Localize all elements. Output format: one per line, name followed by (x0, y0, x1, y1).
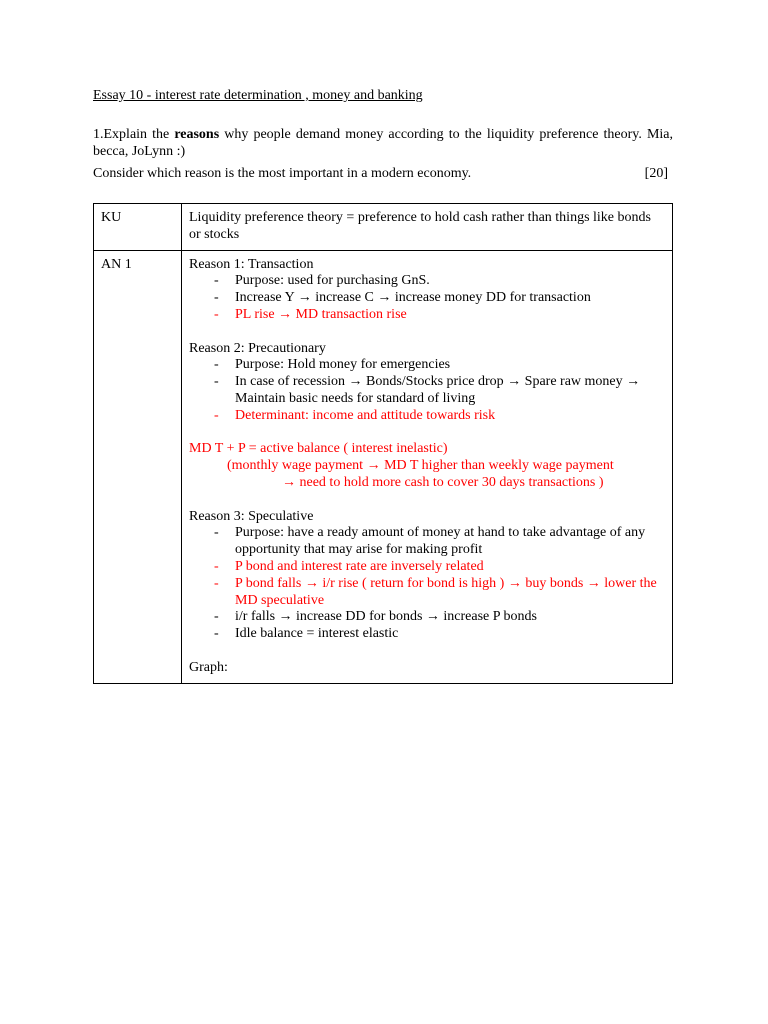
list-item: - Purpose: Hold money for emergencies (212, 357, 665, 374)
list-item: - P bond falls → i/r rise ( return for bond is high ) → buy bonds → lower the MD speculative (212, 576, 665, 610)
question-bold-word: reasons (174, 127, 220, 142)
reason3-bullets (189, 525, 665, 643)
list-item: - P bond and interest rate are inversely related (212, 559, 665, 576)
reason2-bullets (189, 357, 665, 424)
list-item: - Purpose: used for purchasing GnS. (212, 273, 665, 290)
graph-label: Graph: (189, 659, 228, 675)
active-balance-example: (monthly wage payment → MD T higher than weekly wage payment (227, 458, 614, 474)
list-item: - In case of recession → Bonds/Stocks price drop → Spare raw money → Maintain basic needs for standard of living (212, 374, 665, 408)
reason2-heading: Reason 2: Precautionary (189, 340, 326, 356)
reason1-heading: Reason 1: Transaction (189, 256, 314, 272)
list-item: - Idle balance = interest elastic (212, 626, 665, 643)
question-suffix: why people demand money according to the liquidity preference theory. Mia, becca, JoLynn :) (93, 127, 673, 159)
list-item: - Purpose: have a ready amount of money at hand to take advantage of any opportunity that may arise for making profit (212, 525, 665, 559)
table-row-ku (94, 204, 673, 251)
list-item: - i/r falls → increase DD for bonds → increase P bonds (212, 609, 665, 626)
reason1-bullets (189, 273, 665, 323)
question-marks: [20] (644, 166, 668, 181)
row-label-ku: KU (94, 204, 182, 251)
table-row-an1 (94, 250, 673, 683)
an1-content (182, 250, 673, 683)
question-prefix: 1.Explain the (93, 127, 175, 142)
list-item: - Increase Y → increase C → increase money DD for transaction (212, 290, 665, 307)
list-item: - Determinant: income and attitude towards risk (212, 408, 665, 425)
list-item: - PL rise → MD transaction rise (212, 307, 665, 324)
essay-title: Essay 10 - interest rate determination , money and banking (93, 88, 423, 103)
question-line-2 (93, 165, 668, 182)
notes-table (93, 203, 673, 684)
question-consider: Consider which reason is the most important in a modern economy. (93, 166, 472, 181)
question-text (93, 126, 673, 160)
row-label-an1: AN 1 (94, 250, 182, 683)
active-balance-line: MD T + P = active balance ( interest inelastic) (189, 441, 448, 457)
reason3-heading: Reason 3: Speculative (189, 508, 314, 524)
ku-definition: Liquidity preference theory = preference to hold cash rather than things like bonds or stocks (182, 204, 673, 251)
active-balance-example-cont: → need to hold more cash to cover 30 days transactions ) (282, 474, 604, 490)
